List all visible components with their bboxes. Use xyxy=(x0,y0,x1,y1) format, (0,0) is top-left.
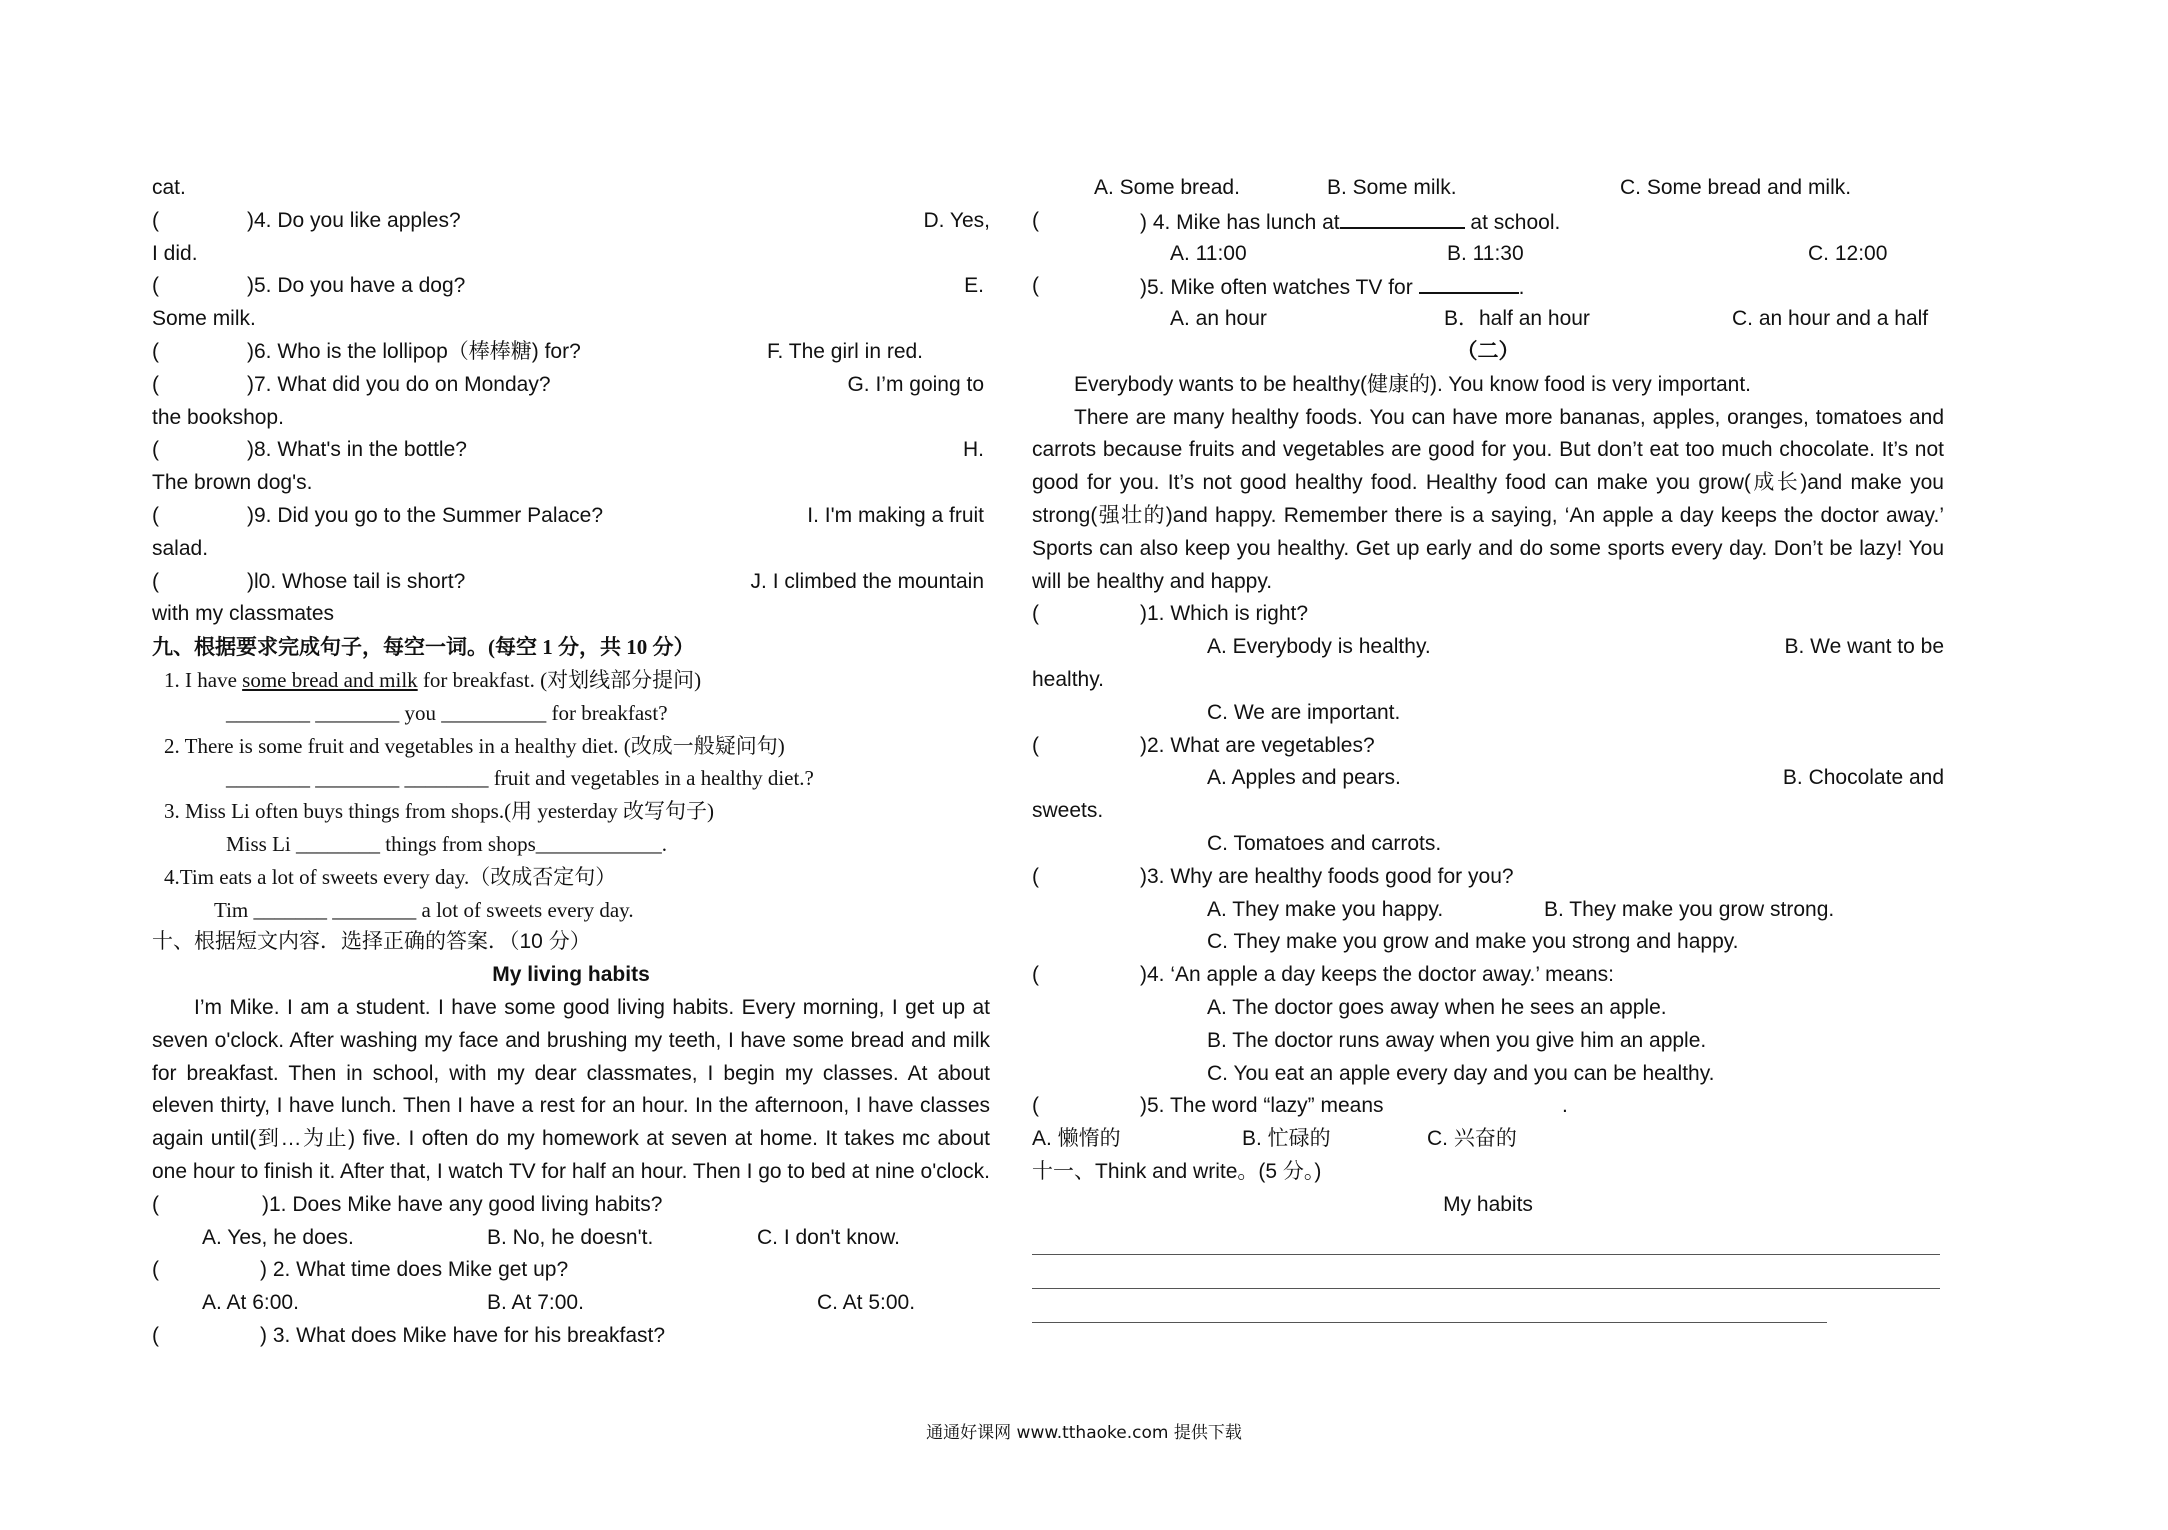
answer-paren[interactable]: ( xyxy=(152,372,159,396)
answer-paren[interactable]: ( xyxy=(1032,963,1039,987)
option-b: B. They make you grow strong. xyxy=(1544,897,1835,921)
passage-title: My living habits xyxy=(492,963,650,987)
reading-question-5: ( )5. Mike often watches TV for . xyxy=(1032,270,1944,303)
options-row xyxy=(1032,238,1944,271)
fill-blank[interactable] xyxy=(1340,205,1465,229)
options-row xyxy=(1032,631,1944,664)
writing-title: My habits xyxy=(1443,1192,1533,1216)
writing-line[interactable] xyxy=(1032,1255,1940,1289)
match-question-9 xyxy=(152,500,990,533)
rewrite-item-4: 4.Tim eats a lot of sweets every day.（改成否定句） xyxy=(164,864,617,889)
options-row xyxy=(152,1287,990,1320)
question-text: )l0. Whose tail is short? xyxy=(247,569,466,593)
option-c: C. You eat an apple every day and you can be healthy. xyxy=(1207,1061,1715,1085)
option-c: C. They make you grow and make you strong and happy. xyxy=(1207,930,1739,954)
right-column xyxy=(1032,172,1944,1323)
question-text: )9. Did you go to the Summer Palace? xyxy=(247,503,604,527)
option-wrap: sweets. xyxy=(1032,799,1104,823)
options-row xyxy=(1032,1058,1944,1091)
option-c: C. Some bread and milk. xyxy=(1620,176,1852,199)
match-question-10 xyxy=(152,566,990,599)
option-c: C. At 5:00. xyxy=(817,1291,916,1315)
option-a: A. They make you happy. xyxy=(1207,897,1444,921)
underlined-phrase: some bread and milk xyxy=(242,667,418,692)
match-question-8 xyxy=(152,434,990,467)
option-b: B. Chocolate and xyxy=(1782,766,1944,790)
options-row xyxy=(1032,992,1944,1025)
question-text: )6. Who is the lollipop（棒棒糖) for? xyxy=(247,339,581,363)
reading-question-4: ( ) 4. Mike has lunch at at school. xyxy=(1032,205,1944,238)
option-wrap: with my classmates xyxy=(152,602,335,626)
options-row xyxy=(152,1222,990,1255)
option-wrap: Some milk. xyxy=(152,307,256,331)
options-row xyxy=(1032,1025,1944,1058)
option-wrap: salad. xyxy=(152,536,209,560)
options-row xyxy=(1032,894,1944,927)
option-b: B. Some milk. xyxy=(1327,176,1457,199)
option-b: B. The doctor runs away when you give him an apple. xyxy=(1207,1028,1707,1052)
health-question-3: ( )3. Why are healthy foods good for you? xyxy=(1032,864,1514,888)
options-row xyxy=(1032,762,1944,795)
question-text: )4. Do you like apples? xyxy=(247,208,461,232)
page-footer: 通通好课网 www.tthaoke.com 提供下载 xyxy=(926,1423,1242,1443)
option-b: B. No, he doesn't. xyxy=(487,1225,654,1249)
question-text: )7. What did you do on Monday? xyxy=(247,372,551,396)
health-passage: Everybody wants to be healthy(健康的). You know food is very important. There are many healthy foods. You can have more bananas, apples, oranges, tomatoes and carrots because fruits and vegetables are good for you. But don’t eat too much chocolate. It’s not good for you. It’s not good healthy food. Healthy food can make you grow(成长)and make you strong(强壮的)and happy. Remember there is a saying, ‘An apple a day keeps the doctor away.’ Sports can also keep you healthy. Get up early and do some sports every day. Don’t be lazy! You will be healthy and happy. xyxy=(1032,372,1944,593)
option-c: C. We are important. xyxy=(1207,700,1401,724)
question-text: )5. Do you have a dog? xyxy=(247,274,466,298)
option-c: C. 兴奋的 xyxy=(1427,1127,1517,1151)
section-10-heading: 十、根据短文内容．选择正确的答案．（10 分） xyxy=(152,930,591,954)
option-b: B. 11:30 xyxy=(1447,241,1524,265)
writing-line[interactable] xyxy=(1032,1289,1827,1323)
answer-line-2[interactable]: ________ ________ ________ fruit and vegetables in a healthy diet.? xyxy=(226,766,814,791)
option-a: A. 懒惰的 xyxy=(1032,1127,1121,1151)
left-column xyxy=(152,172,990,1353)
answer-line-4[interactable]: Tim _______ ________ a lot of sweets every day. xyxy=(214,897,634,922)
answer-paren[interactable]: ( xyxy=(1032,208,1039,232)
answer-paren[interactable]: ( xyxy=(152,438,159,462)
option-c: C. an hour and a half xyxy=(1732,307,1929,331)
rewrite-item-3: 3. Miss Li often buys things from shops.(用 yesterday 改写句子) xyxy=(164,799,715,824)
answer-option: I. I'm making a fruit xyxy=(807,503,984,527)
answer-paren[interactable]: ( xyxy=(1032,274,1039,298)
answer-paren[interactable]: ( xyxy=(152,208,159,232)
option-b: B. At 7:00. xyxy=(487,1291,584,1315)
rewrite-item-2: 2. There is some fruit and vegetables in a healthy diet. (改成一般疑问句) xyxy=(164,733,785,758)
option-wrap: The brown dog's. xyxy=(152,471,313,495)
option-wrap: I did. xyxy=(152,241,198,265)
options-row xyxy=(1032,828,1944,861)
option-b: B. 忙碌的 xyxy=(1242,1127,1331,1151)
answer-paren[interactable]: ( xyxy=(152,1258,159,1282)
options-row xyxy=(1032,1123,1944,1156)
option-c: C. Tomatoes and carrots. xyxy=(1207,831,1442,855)
fill-blank[interactable]: . xyxy=(1562,1094,1568,1118)
option-b: B. We want to be xyxy=(1784,635,1944,659)
option-a: A. The doctor goes away when he sees an apple. xyxy=(1207,995,1667,1019)
option-wrap: the bookshop. xyxy=(152,405,284,429)
options-row xyxy=(1032,697,1944,730)
reading-question-1: ( )1. Does Mike have any good living habits? xyxy=(152,1192,663,1216)
section-9-heading: 九、根据要求完成句子，每空一词。(每空 1 分，共 10 分） xyxy=(152,635,695,660)
option-a: A. 11:00 xyxy=(1170,241,1247,265)
answer-option: G. I’m going to xyxy=(847,372,984,396)
fill-blank[interactable] xyxy=(1419,270,1519,294)
answer-paren[interactable]: ( xyxy=(152,503,159,527)
option-b: B．half an hour xyxy=(1444,307,1590,331)
match-question-5 xyxy=(152,270,990,303)
match-question-6 xyxy=(152,336,990,369)
option-a: A. Yes, he does. xyxy=(202,1225,354,1249)
health-question-4: ( )4. ‘An apple a day keeps the doctor away.’ means: xyxy=(1032,963,1614,987)
option-wrap: healthy. xyxy=(1032,667,1104,691)
section-11-heading: 十一、Think and write。(5 分。) xyxy=(1032,1159,1322,1183)
option-c: C. I don't know. xyxy=(757,1225,900,1249)
answer-option: E. xyxy=(964,274,984,298)
question-text: )8. What's in the bottle? xyxy=(247,438,467,462)
answer-paren[interactable]: ( xyxy=(152,274,159,298)
reading-question-2: ( ) 2. What time does Mike get up? xyxy=(152,1258,569,1282)
option-a: A. an hour xyxy=(1170,307,1267,331)
health-question-5: ( )5. The word “lazy” means . xyxy=(1032,1090,1944,1123)
options-row xyxy=(1032,303,1944,336)
answer-option: D. Yes, xyxy=(923,208,990,232)
match-question-7 xyxy=(152,369,990,402)
option-a: A. At 6:00. xyxy=(202,1291,299,1315)
writing-line[interactable] xyxy=(1032,1222,1940,1256)
answer-paren[interactable]: ( xyxy=(152,339,159,363)
options-row xyxy=(1032,172,1944,205)
answer-option: F. The girl in red. xyxy=(767,339,924,363)
answer-option: H. xyxy=(963,438,984,462)
reading-question-3: ( ) 3. What does Mike have for his breakfast? xyxy=(152,1323,666,1347)
option-c: C. 12:00 xyxy=(1808,241,1888,265)
answer-paren[interactable]: ( xyxy=(1032,733,1039,757)
answer-line-3[interactable]: Miss Li ________ things from shops____________. xyxy=(226,831,668,856)
answer-option: J. I climbed the mountain xyxy=(750,569,984,593)
answer-paren[interactable]: ( xyxy=(152,1323,159,1347)
option-a: A. Apples and pears. xyxy=(1207,766,1401,790)
answer-paren[interactable]: ( xyxy=(152,1192,159,1216)
answer-paren[interactable]: ( xyxy=(1032,1094,1039,1118)
answer-paren[interactable]: ( xyxy=(1032,602,1039,626)
answer-paren[interactable]: ( xyxy=(152,569,159,593)
part-2-heading: （二） xyxy=(1456,339,1520,363)
answer-paren[interactable]: ( xyxy=(1032,864,1039,888)
match-question-4 xyxy=(152,205,990,238)
answer-line-1[interactable]: ________ ________ you __________ for breakfast? xyxy=(226,700,668,725)
options-row xyxy=(1032,926,1944,959)
option-a: A. Some bread. xyxy=(1094,176,1240,199)
text-line: cat. xyxy=(152,176,186,199)
health-question-2: ( )2. What are vegetables? xyxy=(1032,733,1375,757)
health-question-1: ( )1. Which is right? xyxy=(1032,602,1309,626)
option-a: A. Everybody is healthy. xyxy=(1207,635,1431,659)
rewrite-item-1: 1. I have some bread and milk for breakfast. (对划线部分提问) xyxy=(164,667,702,692)
reading-passage: I’m Mike. I am a student. I have some good living habits. Every morning, I get up at seven o'clock. After washing my face and brushing my teeth, I have some bread and milk for breakfast. Then in school, with my dear classmates, I begin my classes. At about eleven thirty, I have lunch. Then I have a rest for an hour. In the afternoon, I have classes again until(到…为止) five. I often do my homework at seven at home. It takes mc about one hour to finish it. After that, I watch TV for half an hour. Then I go to bed at nine o'clock. xyxy=(152,995,990,1183)
